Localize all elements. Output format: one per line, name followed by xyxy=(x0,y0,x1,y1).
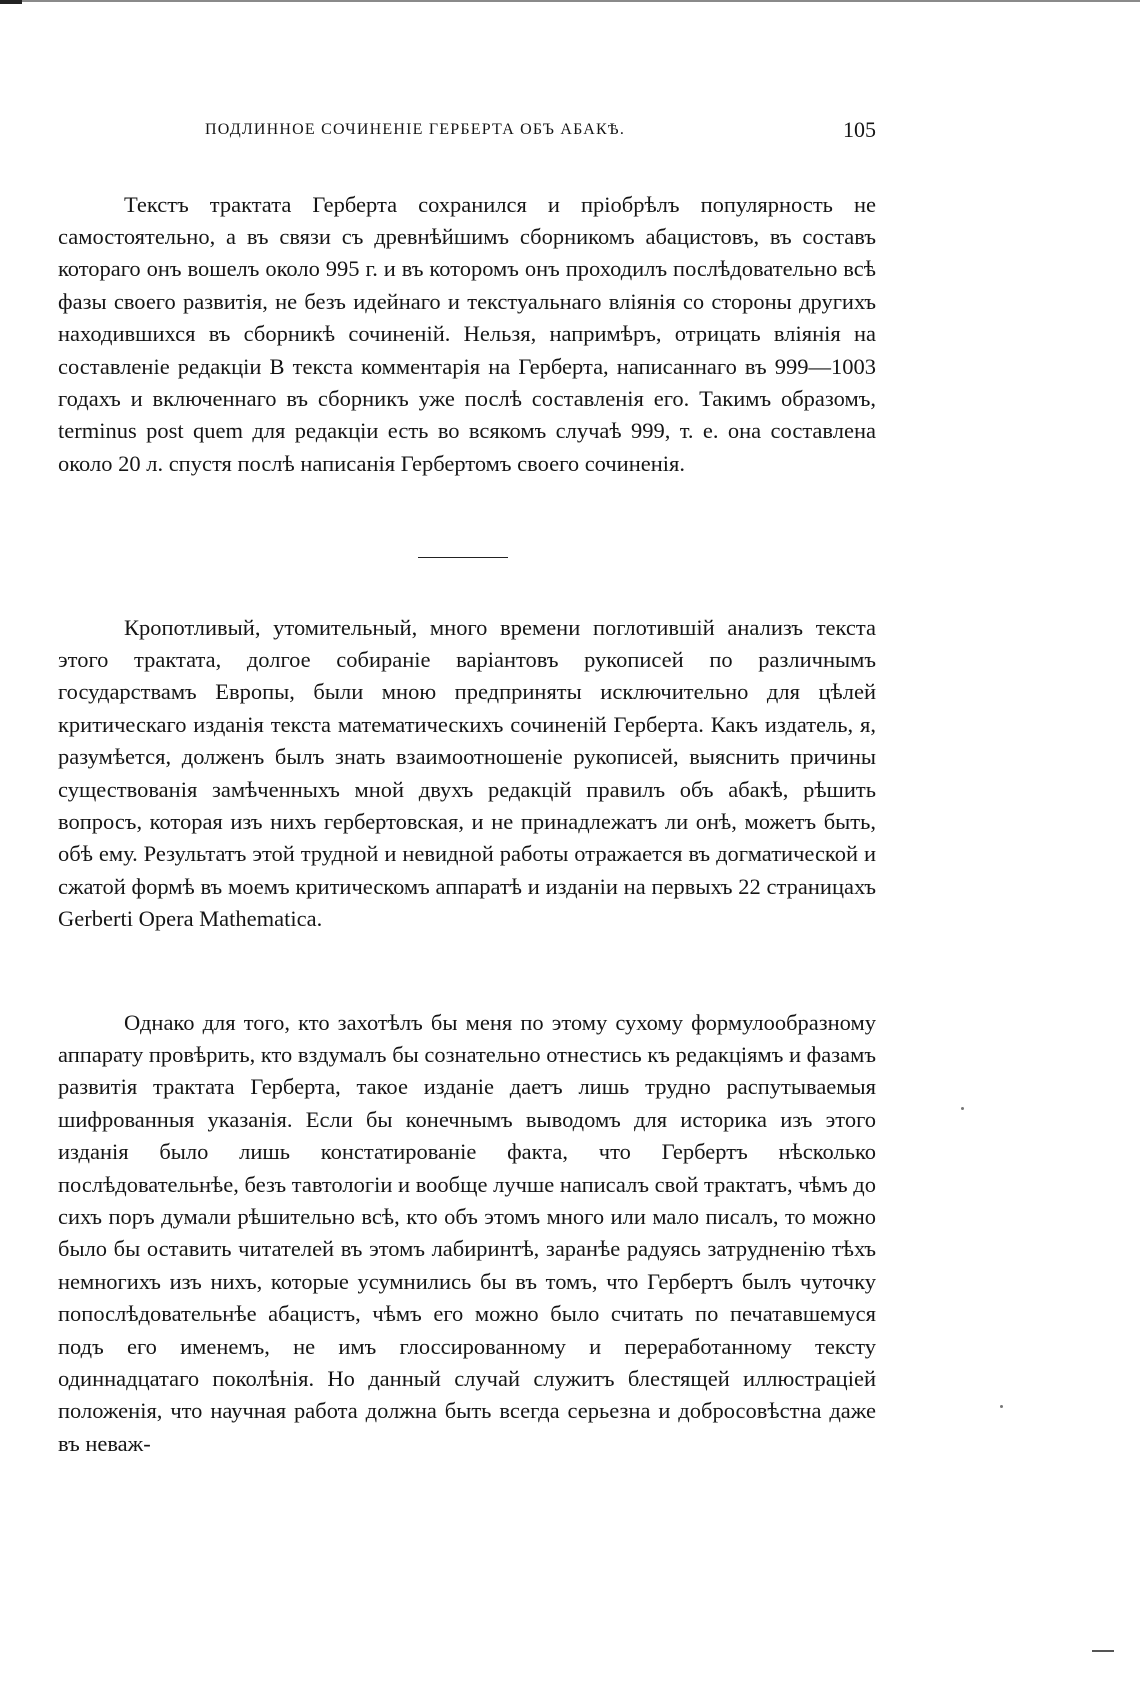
scan-margin-mark xyxy=(1092,1650,1114,1652)
section-separator xyxy=(418,557,508,558)
paragraph-1: Текстъ трактата Герберта сохранился и пріобрѣлъ популярность не самостоятельно, а въ связи съ древнѣйшимъ сборникомъ абацистовъ, въ составъ котораго онъ вошелъ около 995 г. и въ которомъ онъ проходилъ послѣдовательно всѣ фазы своего развитія, не безъ идейнаго и текстуальнаго вліянія со стороны другихъ находившихся въ сборникѣ сочиненій. Нельзя, напримѣръ, отрицать вліянія на составленіе редакціи B текста комментарія на Герберта, написаннаго въ 999—1003 годахъ и включеннаго въ сборникъ уже послѣ составленія его. Такимъ образомъ, terminus post quem для редакціи есть во всякомъ случаѣ 999, т. е. она составлена около 20 л. спустя послѣ написанія Гербертомъ своего сочиненія. xyxy=(58,191,876,476)
paragraph-3: Однако для того, кто захотѣлъ бы меня по этому сухому формулообразному аппарату провѣрить, кто вздумалъ бы сознательно отнестись къ редакціямъ и фазамъ развитія трактата Герберта, такое изданіе даетъ лишь трудно распутываемыя шифрованныя указанія. Если бы конечнымъ выводомъ для историка изъ этого изданія было лишь констатированіе факта, что Гербертъ нѣсколько послѣдовательнѣе, безъ тавтологіи и вообще лучше написалъ свой трактатъ, чѣмъ до сихъ поръ думали рѣшительно всѣ, кто объ этомъ много или мало писалъ, то можно было бы оставить читателей въ этомъ лабиринтѣ, заранѣе радуясь затрудненію тѣхъ немногихъ изъ нихъ, которые усумнились бы въ томъ, что Гербертъ былъ чуточку попослѣдовательнѣе абацистъ, чѣмъ его можно было считать по печатавшемуся подъ его именемъ, не имъ глоссированному и переработанному тексту одиннадцатаго поколѣнія. Но данный случай служитъ блестящей иллюстраціей положенія, что научная работа должна быть всегда серьезна и добросовѣстна даже въ неваж- xyxy=(58,1009,876,1456)
page-number: 105 xyxy=(843,117,876,142)
scan-top-edge xyxy=(0,0,1140,6)
scan-speck xyxy=(1000,1405,1003,1408)
scan-speck xyxy=(961,1107,964,1110)
paragraph-2: Кропотливый, утомительный, много времени поглотившій анализъ текста этого трактата, долгое собираніе варіантовъ рукописей по различнымъ государствамъ Европы, были мною предприняты исключительно для цѣлей критическаго изданія текста математическихъ сочиненій Герберта. Какъ издатель, я, разумѣется, долженъ былъ знать взаимоотношеніе рукописей, выяснить причины существованія замѣченныхъ мной двухъ редакцій правилъ объ абакѣ, рѣшить вопросъ, которая изъ нихъ гербертовская, и не принадлежатъ ли онѣ, можетъ быть, обѣ ему. Результатъ этой трудной и невидной работы отражается въ догматической и сжатой формѣ въ моемъ критическомъ аппаратѣ и изданіи на первыхъ 22 страницахъ Gerberti Opera Mathematica. xyxy=(58,614,876,932)
scan-corner-mark xyxy=(0,0,22,4)
running-title: ПОДЛИННОЕ СОЧИНЕНІЕ ГЕРБЕРТА ОБЪ АБАКѢ. xyxy=(205,121,626,138)
page-header xyxy=(205,117,876,147)
